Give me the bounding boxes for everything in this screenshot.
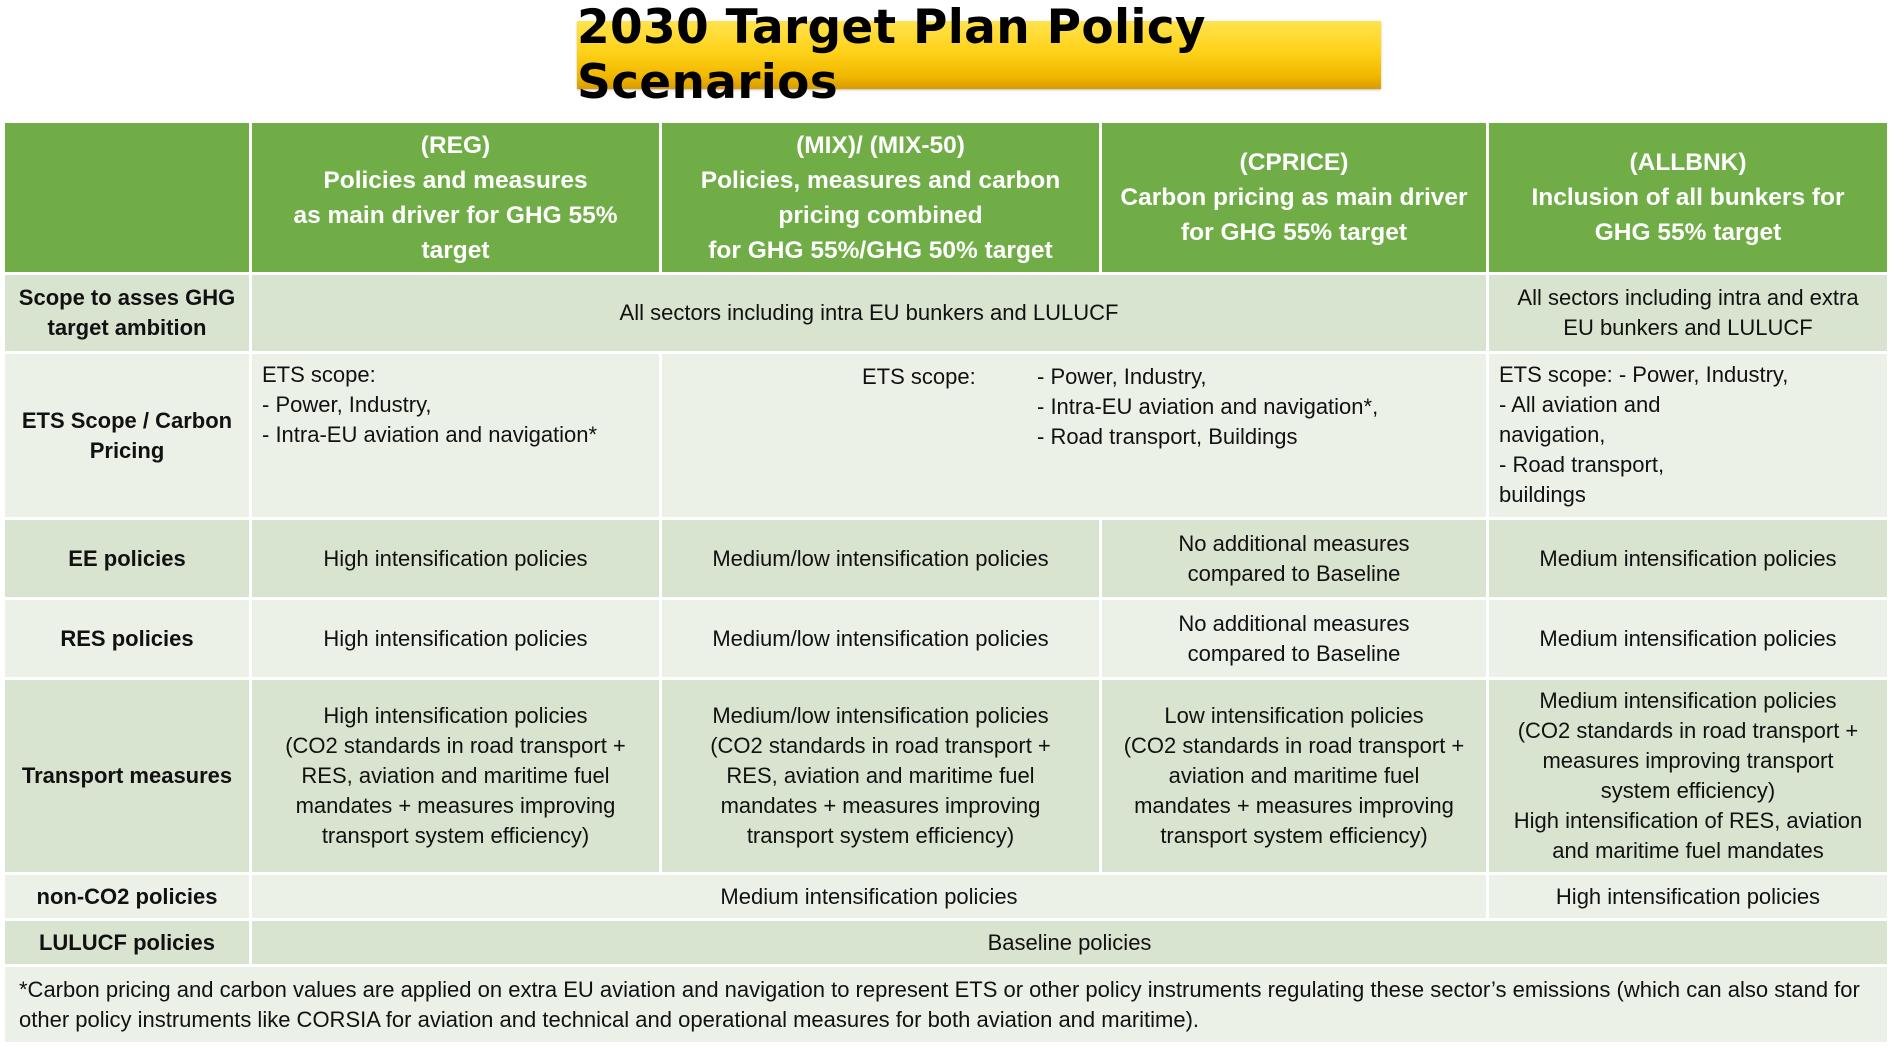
cell-res-cprice: No additional measures compared to Baseline bbox=[1101, 599, 1488, 679]
row-transport bbox=[4, 679, 1889, 874]
footnote: *Carbon pricing and carbon values are applied on extra EU aviation and navigation to represent ETS or other policy instruments regulating these sector’s emissions (which can also stand for other policy instruments like CORSIA for aviation and technical and operational measures for both aviation and maritime). bbox=[4, 966, 1889, 1044]
row-label-ee: EE policies bbox=[4, 519, 251, 599]
cell-ets-allbnk: ETS scope: - Power, Industry, - All aviation and navigation, - Road transport, buildings bbox=[1488, 353, 1889, 519]
row-label-res: RES policies bbox=[4, 599, 251, 679]
cell-lulucf-all: Baseline policies bbox=[251, 920, 1889, 966]
title-banner bbox=[577, 0, 1381, 110]
header-mix: (MIX)/ (MIX-50) Policies, measures and carbon pricing combined for GHG 55%/GHG 50% target bbox=[661, 122, 1101, 274]
row-label-lulucf: LULUCF policies bbox=[4, 920, 251, 966]
header-row bbox=[4, 122, 1889, 274]
cell-res-mix: Medium/low intensification policies bbox=[661, 599, 1101, 679]
page-title: 2030 Target Plan Policy Scenarios bbox=[577, 0, 1206, 110]
row-label-scope: Scope to asses GHG target ambition bbox=[4, 274, 251, 353]
header-corner bbox=[4, 122, 251, 274]
header-reg: (REG) Policies and measures as main driver for GHG 55% target bbox=[251, 122, 661, 274]
cell-ets-mix-cprice bbox=[661, 353, 1488, 519]
cell-transport-cprice: Low intensification policies (CO2 standards in road transport + aviation and maritime fuel mandates + measures improving transport system efficiency) bbox=[1101, 679, 1488, 874]
row-ets bbox=[4, 353, 1889, 519]
header-cprice: (CPRICE) Carbon pricing as main driver for GHG 55% target bbox=[1101, 122, 1488, 274]
row-res bbox=[4, 599, 1889, 679]
cell-transport-allbnk: Medium intensification policies (CO2 standards in road transport + measures improving transport system efficiency) High intensification of RES, aviation and maritime fuel mandates bbox=[1488, 679, 1889, 874]
row-nonco2 bbox=[4, 874, 1889, 920]
row-label-nonco2: non-CO2 policies bbox=[4, 874, 251, 920]
policy-scenarios-table bbox=[2, 120, 1889, 1045]
cell-res-reg: High intensification policies bbox=[251, 599, 661, 679]
cell-transport-reg: High intensification policies (CO2 standards in road transport + RES, aviation and maritime fuel mandates + measures improving transport system efficiency) bbox=[251, 679, 661, 874]
cell-ee-cprice: No additional measures compared to Baseline bbox=[1101, 519, 1488, 599]
cell-ets-reg: ETS scope: - Power, Industry, - Intra-EU aviation and navigation* bbox=[251, 353, 661, 519]
row-lulucf bbox=[4, 920, 1889, 966]
row-scope bbox=[4, 274, 1889, 353]
ets-mix-label: ETS scope: bbox=[862, 364, 976, 389]
cell-nonco2-main: Medium intensification policies bbox=[251, 874, 1488, 920]
header-allbnk: (ALLBNK) Inclusion of all bunkers for GHG 55% target bbox=[1488, 122, 1889, 274]
cell-res-allbnk: Medium intensification policies bbox=[1488, 599, 1889, 679]
cell-ee-allbnk: Medium intensification policies bbox=[1488, 519, 1889, 599]
row-ee bbox=[4, 519, 1889, 599]
row-label-transport: Transport measures bbox=[4, 679, 251, 874]
ets-mix-items: - Power, Industry, - Intra-EU aviation and navigation*, - Road transport, Buildings bbox=[1037, 364, 1379, 449]
cell-ee-reg: High intensification policies bbox=[251, 519, 661, 599]
row-label-ets: ETS Scope / Carbon Pricing bbox=[4, 353, 251, 519]
cell-scope-main: All sectors including intra EU bunkers and LULUCF bbox=[251, 274, 1488, 353]
cell-nonco2-allbnk: High intensification policies bbox=[1488, 874, 1889, 920]
cell-ee-mix: Medium/low intensification policies bbox=[661, 519, 1101, 599]
row-footnote bbox=[4, 966, 1889, 1044]
cell-transport-mix: Medium/low intensification policies (CO2 standards in road transport + RES, aviation and maritime fuel mandates + measures improving transport system efficiency) bbox=[661, 679, 1101, 874]
cell-scope-allbnk: All sectors including intra and extra EU bunkers and LULUCF bbox=[1488, 274, 1889, 353]
